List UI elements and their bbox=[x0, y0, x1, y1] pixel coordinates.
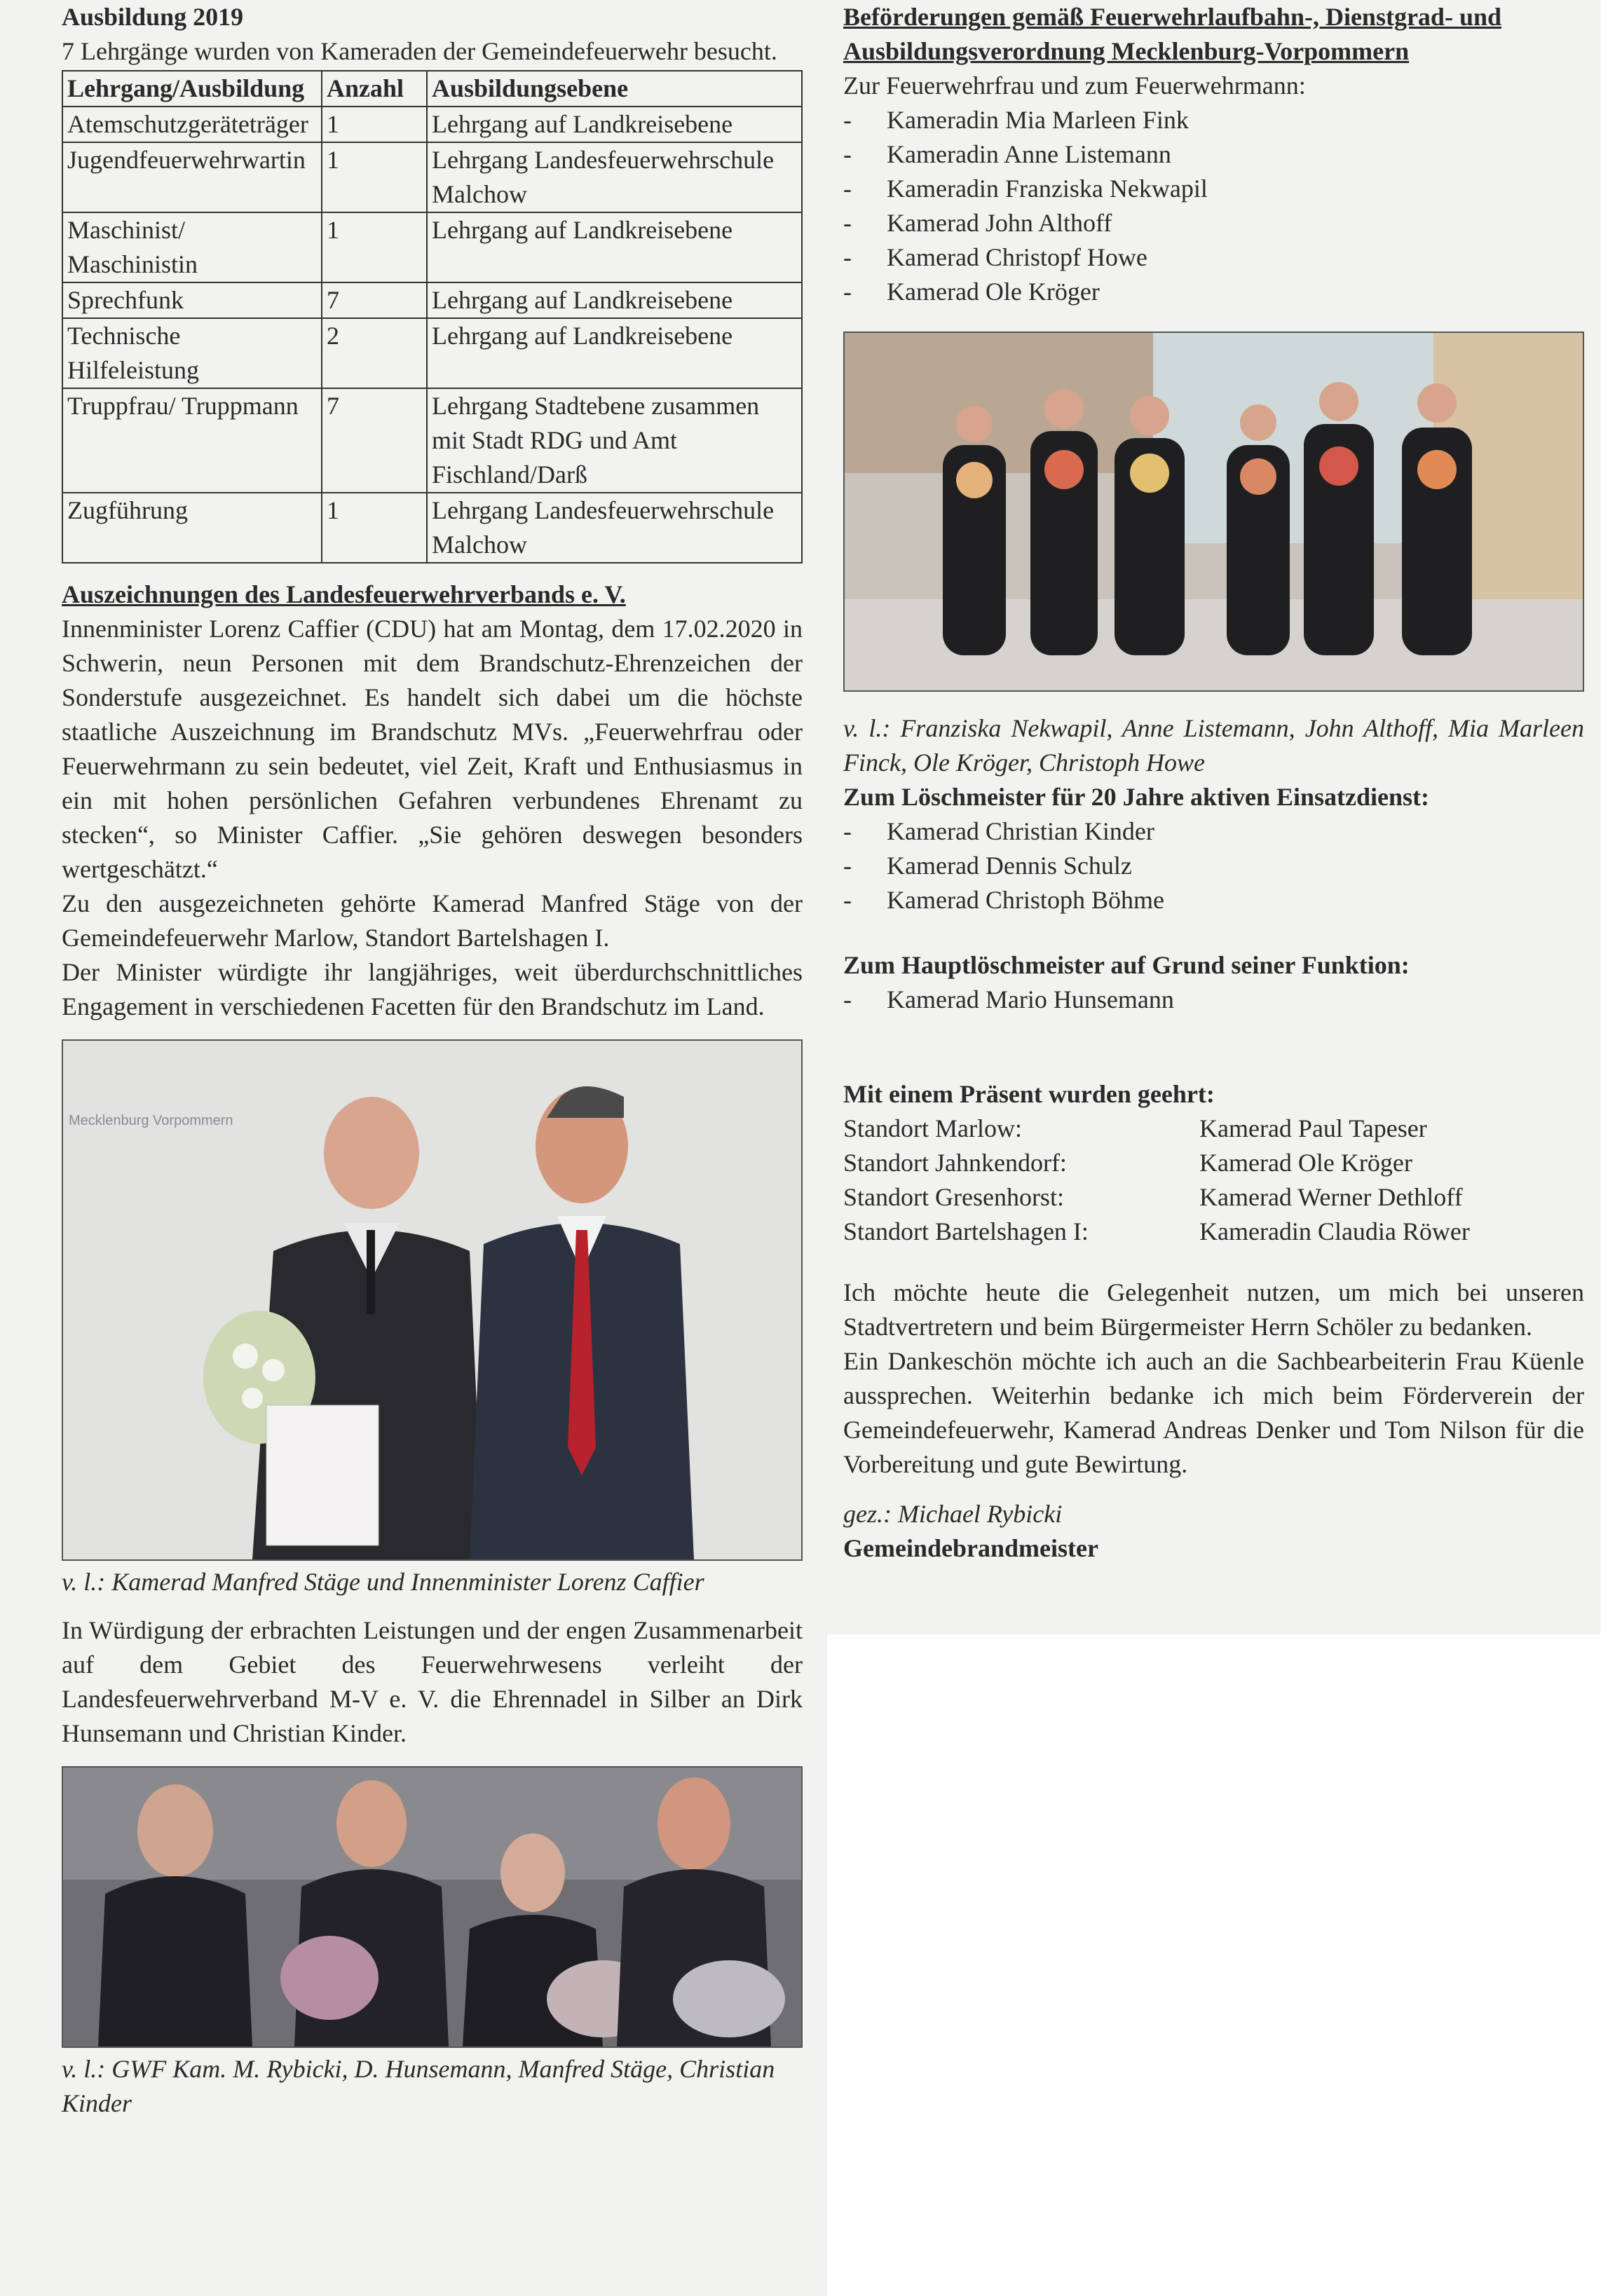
table-cell: 2 bbox=[322, 318, 427, 388]
table-cell: Maschinist/ Maschinistin bbox=[62, 212, 322, 282]
table-cell: 7 bbox=[322, 388, 427, 493]
award-paragraph: Zu den ausgezeichneten gehörte Kamerad Manfred Stäge von der Gemeindefeuerwehr Marlow, Standort Bartelshagen I. bbox=[62, 889, 803, 952]
photo-ehrennadel-caption: v. l.: GWF Kam. M. Rybicki, D. Hunsemann, Manfred Stäge, Christian Kinder bbox=[62, 2055, 775, 2117]
loeschmeister-list bbox=[843, 814, 1584, 917]
table-cell: Truppfrau/ Truppmann bbox=[62, 388, 322, 493]
hauptloeschmeister-heading: Zum Hauptlöschmeister auf Grund seiner Funktion: bbox=[843, 951, 1410, 979]
award-paragraph: Der Minister würdigte ihr langjähriges, weit überdurchschnittliches Engagement in verschiedenen Facetten für den Brandschutz im Land. bbox=[62, 958, 803, 1020]
training-table bbox=[62, 70, 803, 563]
table-row bbox=[62, 493, 802, 563]
gift-row: Standort Bartelshagen I: Kameradin Claudia Röwer bbox=[843, 1217, 1470, 1245]
list-item: - Kamerad Christopf Howe bbox=[843, 243, 1147, 271]
table-cell: Jugendfeuerwehrwartin bbox=[62, 142, 322, 212]
table-cell: Sprechfunk bbox=[62, 282, 322, 318]
training-intro: 7 Lehrgänge wurden von Kameraden der Gemeindefeuerwehr besucht. bbox=[62, 37, 777, 65]
table-row bbox=[62, 388, 802, 493]
photo-ehrennadel bbox=[62, 1766, 803, 2048]
table-header-cell: Anzahl bbox=[322, 71, 427, 107]
signature: gez.: Michael Rybicki bbox=[843, 1500, 1063, 1528]
photo-promotion bbox=[843, 332, 1584, 692]
thanks-paragraph: Ein Dankeschön möchte ich auch an die Sachbearbeiterin Frau Küenle aussprechen. Weiterhin bedanke ich mich beim Förderverein der Gemeindefeuerwehr, Kamerad Andreas Denker und Tom Nilson für die Vorbereitung und gute Bewirtung. bbox=[843, 1347, 1584, 1478]
award-paragraph: Innenminister Lorenz Caffier (CDU) hat am Montag, dem 17.02.2020 in Schwerin, neun Personen mit dem Brandschutz-Ehrenzeichen der Sonderstufe ausgezeichnet. Es handelt sich dabei um die höchste staatliche Auszeichnung im Brandschutz MVs. „Feuerwehrfrau oder Feuerwehrmann zu sein bedeutet, viel Zeit, Kraft und Enthusiasmus in ein mit hohen persönlichen Gefahren verbundenes Ehrenamt zu stecken“, so Minister Caffier. „Sie gehören deswegen besonders wertgeschätzt.“ bbox=[62, 615, 803, 883]
table-cell: 1 bbox=[322, 107, 427, 142]
table-cell: 1 bbox=[322, 493, 427, 563]
right-column bbox=[843, 0, 1584, 1566]
table-cell: Lehrgang auf Landkreisebene bbox=[427, 212, 802, 282]
list-item: - Kamerad Ole Kröger bbox=[843, 278, 1100, 306]
promotion-intro: Zur Feuerwehrfrau und zum Feuerwehrmann: bbox=[843, 71, 1306, 100]
list-item: - Kamerad Dennis Schulz bbox=[843, 852, 1132, 880]
table-row bbox=[62, 212, 802, 282]
photo-promotion-image bbox=[845, 333, 1583, 690]
table-cell: 7 bbox=[322, 282, 427, 318]
table-cell: Lehrgang auf Landkreisebene bbox=[427, 318, 802, 388]
list-item: - Kameradin Anne Listemann bbox=[843, 140, 1171, 168]
training-heading: Ausbildung 2019 bbox=[62, 3, 244, 31]
table-cell: Zugführung bbox=[62, 493, 322, 563]
gift-heading: Mit einem Präsent wurden geehrt: bbox=[843, 1080, 1215, 1108]
table-cell: 1 bbox=[322, 142, 427, 212]
award-heading: Auszeichnungen des Landesfeuerwehrverbands e. V. bbox=[62, 580, 626, 608]
table-cell: 1 bbox=[322, 212, 427, 282]
photo-minister bbox=[62, 1039, 803, 1561]
list-item: - Kamerad John Althoff bbox=[843, 209, 1112, 237]
photo-minister-image bbox=[63, 1041, 801, 1559]
table-cell: Lehrgang Landesfeuerwehrschule Malchow bbox=[427, 142, 802, 212]
list-item: - Kamerad Christian Kinder bbox=[843, 817, 1154, 845]
photo-minister-caption: v. l.: Kamerad Manfred Stäge und Innenminister Lorenz Caffier bbox=[62, 1568, 704, 1596]
backdrop-sign: Mecklenburg Vorpommern bbox=[69, 1113, 233, 1128]
gift-row: Standort Jahnkendorf: Kamerad Ole Kröger bbox=[843, 1149, 1412, 1177]
gift-row: Standort Gresenhorst: Kamerad Werner Dethloff bbox=[843, 1183, 1463, 1211]
signature-title: Gemeindebrandmeister bbox=[843, 1534, 1098, 1562]
table-header-cell: Ausbildungsebene bbox=[427, 71, 802, 107]
table-cell: Lehrgang auf Landkreisebene bbox=[427, 107, 802, 142]
loeschmeister-heading: Zum Löschmeister für 20 Jahre aktiven Einsatzdienst: bbox=[843, 783, 1430, 811]
list-item: - Kamerad Mario Hunsemann bbox=[843, 985, 1174, 1013]
list-item: - Kamerad Christoph Böhme bbox=[843, 886, 1164, 914]
table-cell: Lehrgang Landesfeuerwehrschule Malchow bbox=[427, 493, 802, 563]
table-header-cell: Lehrgang/Ausbildung bbox=[62, 71, 322, 107]
gift-row: Standort Marlow: Kamerad Paul Tapeser bbox=[843, 1114, 1427, 1142]
thanks-paragraph: Ich möchte heute die Gelegenheit nutzen, um mich bei unseren Stadtvertretern und beim Bürgermeister Herrn Schöler zu bedanken. bbox=[843, 1278, 1584, 1341]
table-cell: Lehrgang Stadtebene zusammen mit Stadt RDG und Amt Fischland/Darß bbox=[427, 388, 802, 493]
gift-list bbox=[843, 1112, 1584, 1249]
table-cell: Technische Hilfeleistung bbox=[62, 318, 322, 388]
hauptloeschmeister-list bbox=[843, 983, 1584, 1017]
left-column bbox=[62, 0, 803, 2121]
promotion-heading: Beförderungen gemäß Feuerwehrlaufbahn-, Dienstgrad- und Ausbildungsverordnung Mecklenburg-Vorpommern bbox=[843, 3, 1502, 65]
promotion-list bbox=[843, 103, 1584, 309]
photo-ehrennadel-image bbox=[63, 1768, 801, 2046]
table-cell: Atemschutzgeräteträger bbox=[62, 107, 322, 142]
ehrennadel-paragraph: In Würdigung der erbrachten Leistungen und der engen Zusammenarbeit auf dem Gebiet des Feuerwehrwesens verleiht der Landesfeuerwehrverband M-V e. V. die Ehrennadel in Silber an Dirk Hunsemann und Christian Kinder. bbox=[62, 1616, 803, 1747]
photo-promotion-caption: v. l.: Franziska Nekwapil, Anne Listemann, John Althoff, Mia Marleen Finck, Ole Kröger, Christoph Howe bbox=[843, 714, 1584, 777]
table-header-row bbox=[62, 71, 802, 107]
list-item: - Kameradin Franziska Nekwapil bbox=[843, 175, 1208, 203]
table-row bbox=[62, 318, 802, 388]
table-row bbox=[62, 282, 802, 318]
table-cell: Lehrgang auf Landkreisebene bbox=[427, 282, 802, 318]
table-row bbox=[62, 142, 802, 212]
table-row bbox=[62, 107, 802, 142]
list-item: - Kameradin Mia Marleen Fink bbox=[843, 106, 1189, 134]
